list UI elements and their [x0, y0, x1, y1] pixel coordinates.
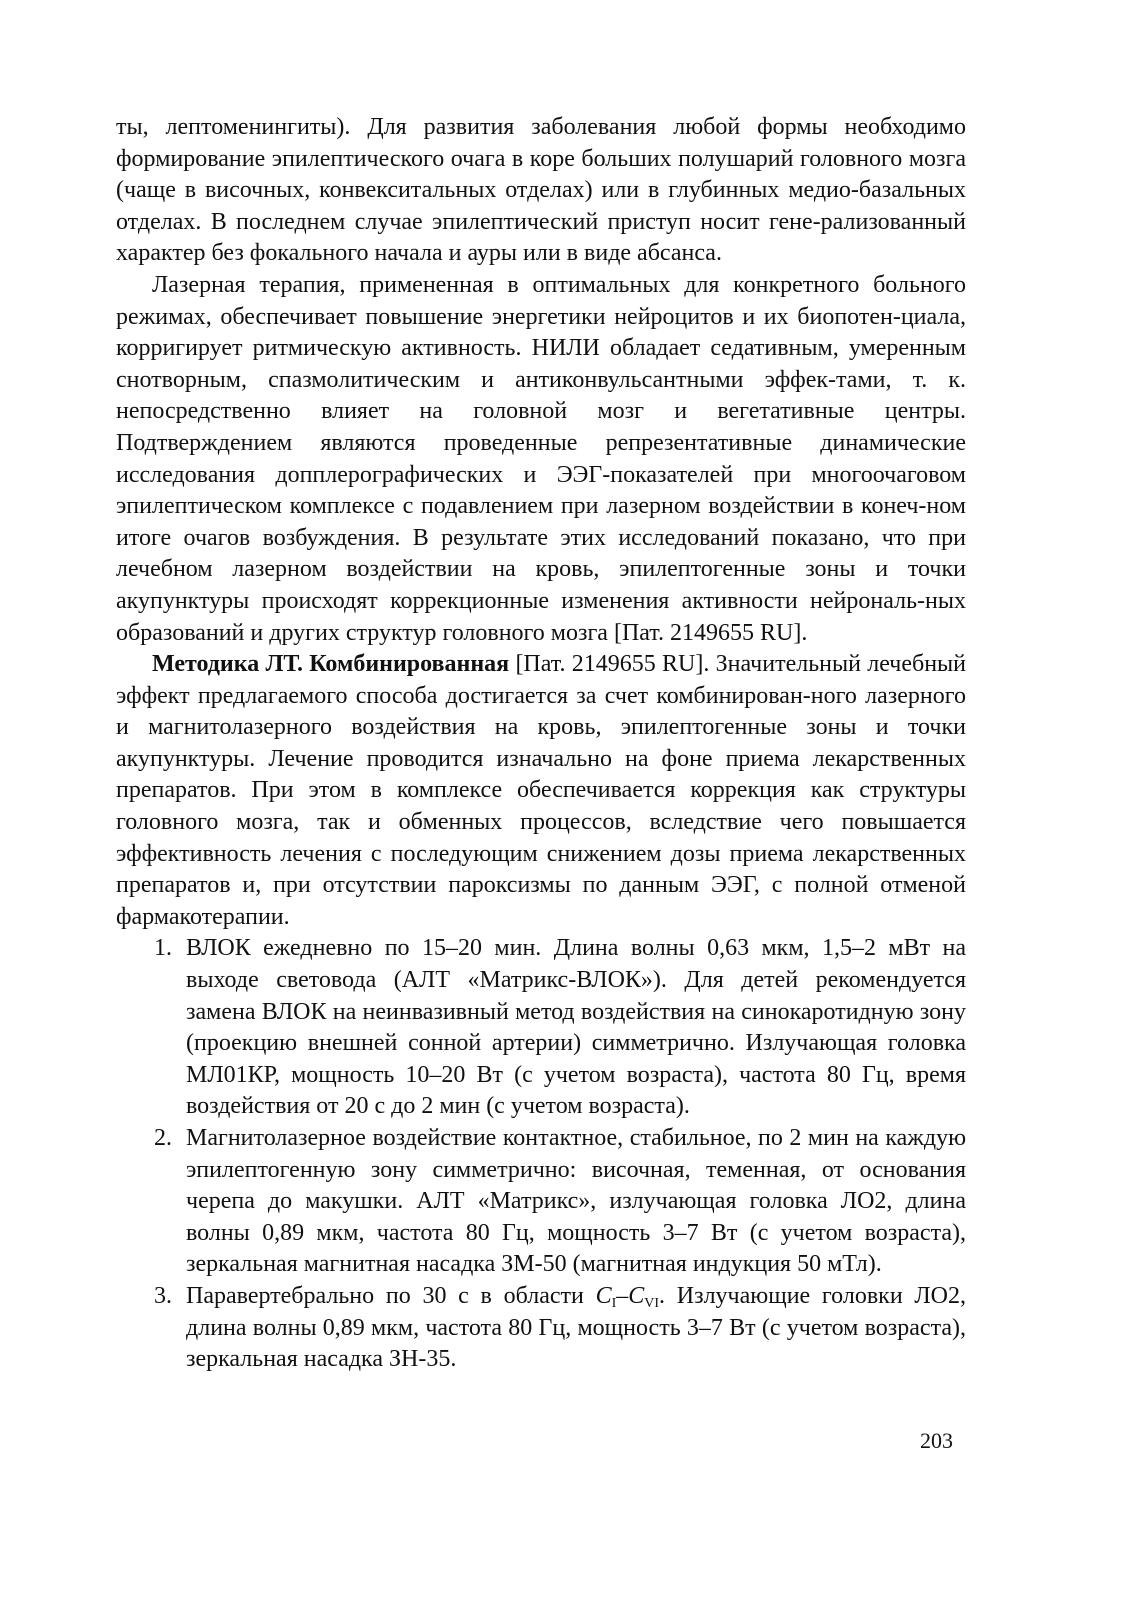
method-heading: Методика ЛТ. Комбинированная — [152, 651, 510, 678]
page-number: 203 — [920, 1428, 953, 1453]
list-item-text: ВЛОК ежедневно по 15–20 мин. Длина волны 0,63 мкм, 1,5–2 мВт на выходе световода (АЛТ «Матрикс-ВЛОК»). Для детей рекомендуется замена ВЛОК на неинвазивный метод воздействия на синокаротидную зону (проекцию внешней сонной артерии) симметрично. Излучающая головка МЛ01КР, мощность 10–20 Вт (с учетом возраста), частота 80 Гц, время воздействия от 20 с до 2 мин (с учетом возраста). — [186, 935, 966, 1120]
paragraph-1: ты, лептоменингиты). Для развития заболевания любой формы необходимо формирование эпилептического очага в коре больших полушарий головного мозга (чаще в височных, конвекситальных отделах) или в глубинных медио-базальных отделах. В последнем случае эпилептический приступ носит гене-рализованный характер без фокального начала и ауры или в виде абсанса. — [116, 114, 966, 267]
paragraph-3 — [116, 649, 966, 933]
list-item-number: 3. — [154, 1282, 172, 1309]
procedure-list — [116, 933, 966, 1375]
vertebra-end: $C_{VI}$ — [628, 1282, 660, 1311]
list-item-text-end: . Излучающие головки ЛО2, длина волны 0,89 мкм, частота 80 Гц, мощность 3–7 Вт (с учетом возраста), зеркальная насадка ЗН-35. — [186, 1282, 966, 1373]
list-item-text: Магнитолазерное воздействие контактное, стабильное, по 2 мин на каждую эпилептогенную зону симметрично: височная, теменная, от основания черепа до макушки. АЛТ «Матрикс», излучающая головка ЛО2, длина волны 0,89 мкм, частота 80 Гц, мощность 3–7 Вт (с учетом возраста), зеркальная магнитная насадка ЗМ-50 (магнитная индукция 50 мТл). — [186, 1125, 966, 1278]
range-dash: – — [616, 1282, 629, 1309]
page-body — [116, 112, 966, 1376]
paragraph-3-text: [Пат. 2149655 RU]. Значительный лечебный эффект предлагаемого способа достигается за счет комбинирован-ного лазерного и магнитолазерного воздействия на кровь, эпилептогенные зоны и точки акупунктуры. Лечение проводится изначально на фоне приема лекарственных препаратов. При этом в комплексе обеспечивается коррекция как структуры головного мозга, так и обменных процессов, вследствие чего повышается эффективность лечения с последующим снижением дозы приема лекарственных препаратов и, при отсутствии пароксизмы по данным ЭЭГ, с полной отменой фармакотерапии. — [116, 651, 967, 930]
paragraph-2: Лазерная терапия, примененная в оптимальных для конкретного больного режимах, обеспечивает повышение энергетики нейроцитов и их биопотен-циала, корригирует ритмическую активность. НИЛИ обладает седативным, умеренным снотворным, спазмолитическим и антиконвульсантными эффек-тами, т. к. непосредственно влияет на головной мозг и вегетативные центры. Подтверждением являются проведенные репрезентативные динамические исследования допплерографических и ЭЭГ-показателей при многоочаговом эпилептическом комплексе с подавлением при лазерном воздействии в конеч-ном итоге очагов возбуждения. В результате этих исследований показано, что при лечебном лазерном воздействии на кровь, эпилептогенные зоны и точки акупунктуры происходят коррекционные изменения активности нейрональ-ных образований и других структур головного мозга [Пат. 2149655 RU]. — [116, 271, 966, 646]
list-item-text-start: Паравертебрально по 30 с в области — [186, 1282, 596, 1309]
list-item — [116, 1123, 966, 1281]
list-item-number: 2. — [154, 1125, 172, 1151]
list-item-number: 1. — [154, 935, 172, 962]
list-item-text — [186, 1281, 966, 1376]
list-item — [116, 933, 966, 1123]
vertebra-start: $C_I$ — [595, 1282, 617, 1311]
list-item — [116, 1281, 966, 1376]
